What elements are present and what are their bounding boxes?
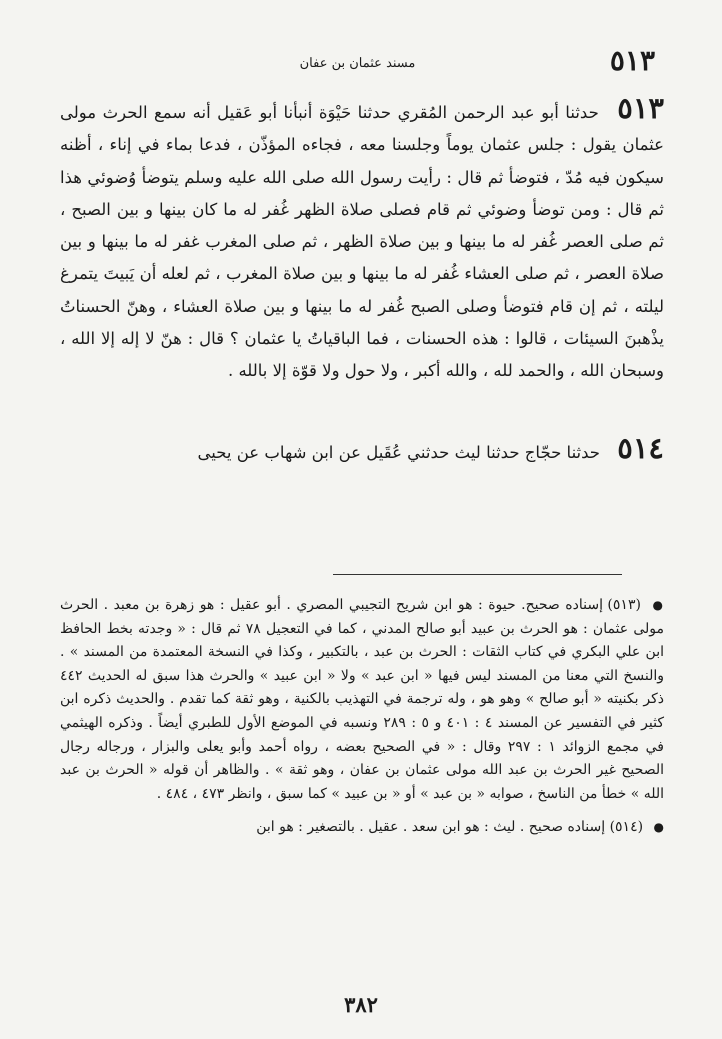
footnote-514-text: (٥١٤) إسناده صحيح . ليث : هو ابن سعد . عقيل . بالتصغير : هو ابن [256, 819, 644, 836]
bullet-icon: ● [653, 820, 664, 835]
footnote-separator [333, 574, 622, 575]
footnote-513-text: (٥١٣) إسناده صحيح. حيوة : هو ابن شريح التجيبي المصري . أبو عقيل : هو زهرة بن معبد . الحرث مولى عثمان : هو الحرث بن عبيد أبو صالح المدني ، كما في التعجيل ٧٨ ثم قال : « وجدته بخط الحافظ ابن علي البكري في كتاب الثقات : الحرث بن عبد ، بالتكبير ، وكذا في النسخة المعتمدة من المسند » . والنسخ التي معنا من المسند ليس فيها « ابن عبد » ولا « ابن عبيد » والحرث هذا سبق له الحديث ٤٤٢ ذكر بكنيته « أبو صالح » وهو هو ، وله ترجمة في التهذيب بالكنية ، وهو ثقة كما تقدم . والحديث ذكره ابن كثير في التفسير عن المسند ٤ : ٤٠١ و ٥ : ٢٨٩ ونسبه في الموضع الأول للطبري أيضاً . وذكره الهيثمي في مجمع الزوائد ١ : ٢٩٧ وقال : « في الصحيح بعضه ، رواه أحمد وأبو يعلى والبزار ، ورجاله رجال الصحيح غير الحرث بن عبد الله مولى عثمان بن عفان ، وهو ثقة » . والظاهر أن قوله « الحرث بن عبد الله » خطأ من الناسخ ، صوابه « بن عبد » أو « بن عبيد » كما سبق ، وانظر ٤٧٣ ، ٤٨٤ . [60, 597, 664, 802]
bullet-icon: ● [652, 598, 664, 612]
hadith-514-text: حدثنا حجّاج حدثنا ليث حدثني عُقَيل عن ابن شهاب عن يحيى [197, 442, 601, 462]
footer-page-number: ٣٨٢ [344, 992, 378, 1017]
footnote-514 [60, 816, 664, 840]
footnote-513 [60, 594, 664, 806]
footnotes [60, 594, 664, 840]
hadith-513 [60, 92, 664, 388]
hadith-513-text: حدثنا أبو عبد الرحمن المُقري حدثنا حَيْوَة أنبأنا أبو عَقيل أنه سمع الحرث مولى عثمان يقول : جلس عثمان يوماً وجلسنا معه ، فجاءه المؤذّن ، فدعا بماء في إناء ، أظنه سيكون فيه مُدّ ، فتوضأ ثم قال : رأيت رسول الله صلى الله عليه وسلم يتوضأ وُضوئي هذا ثم قال : ومن توضأ وضوئي ثم قام فصلى صلاة الظهر غُفر له ما كان بينها و بين الصبح ، ثم صلى العصر غُفر له ما بينها و بين صلاة الظهر ، ثم صلى المغرب غفر له ما بينها و بين صلاة العصر ، ثم صلى العشاء غُفر له ما بينها و بين صلاة المغرب ، ثم لعله أن يَبيتَ يتمرغ ليلته ، ثم إن قام فتوضأ وصلى الصبح غُفر له ما بينها و بين صلاة العشاء ، وهنّ الحسناتُ يذْهبنَ السيئات ، قالوا : هذه الحسنات ، فما الباقياتُ يا عثمان ؟ قال : هنّ لا إله إلا الله ، وسبحان الله ، والحمد لله ، والله أكبر ، ولا حول ولا قوّة إلا بالله . [60, 103, 664, 381]
running-title: مسند عثمان بن عفان [299, 56, 416, 71]
hadith-514-number: ٥١٤ [617, 430, 664, 465]
page-header [60, 44, 655, 78]
hadith-513-number: ٥١٣ [617, 91, 665, 125]
hadith-514 [60, 432, 664, 469]
main-text [60, 92, 664, 469]
header-page-number: ٥١٣ [609, 44, 655, 77]
